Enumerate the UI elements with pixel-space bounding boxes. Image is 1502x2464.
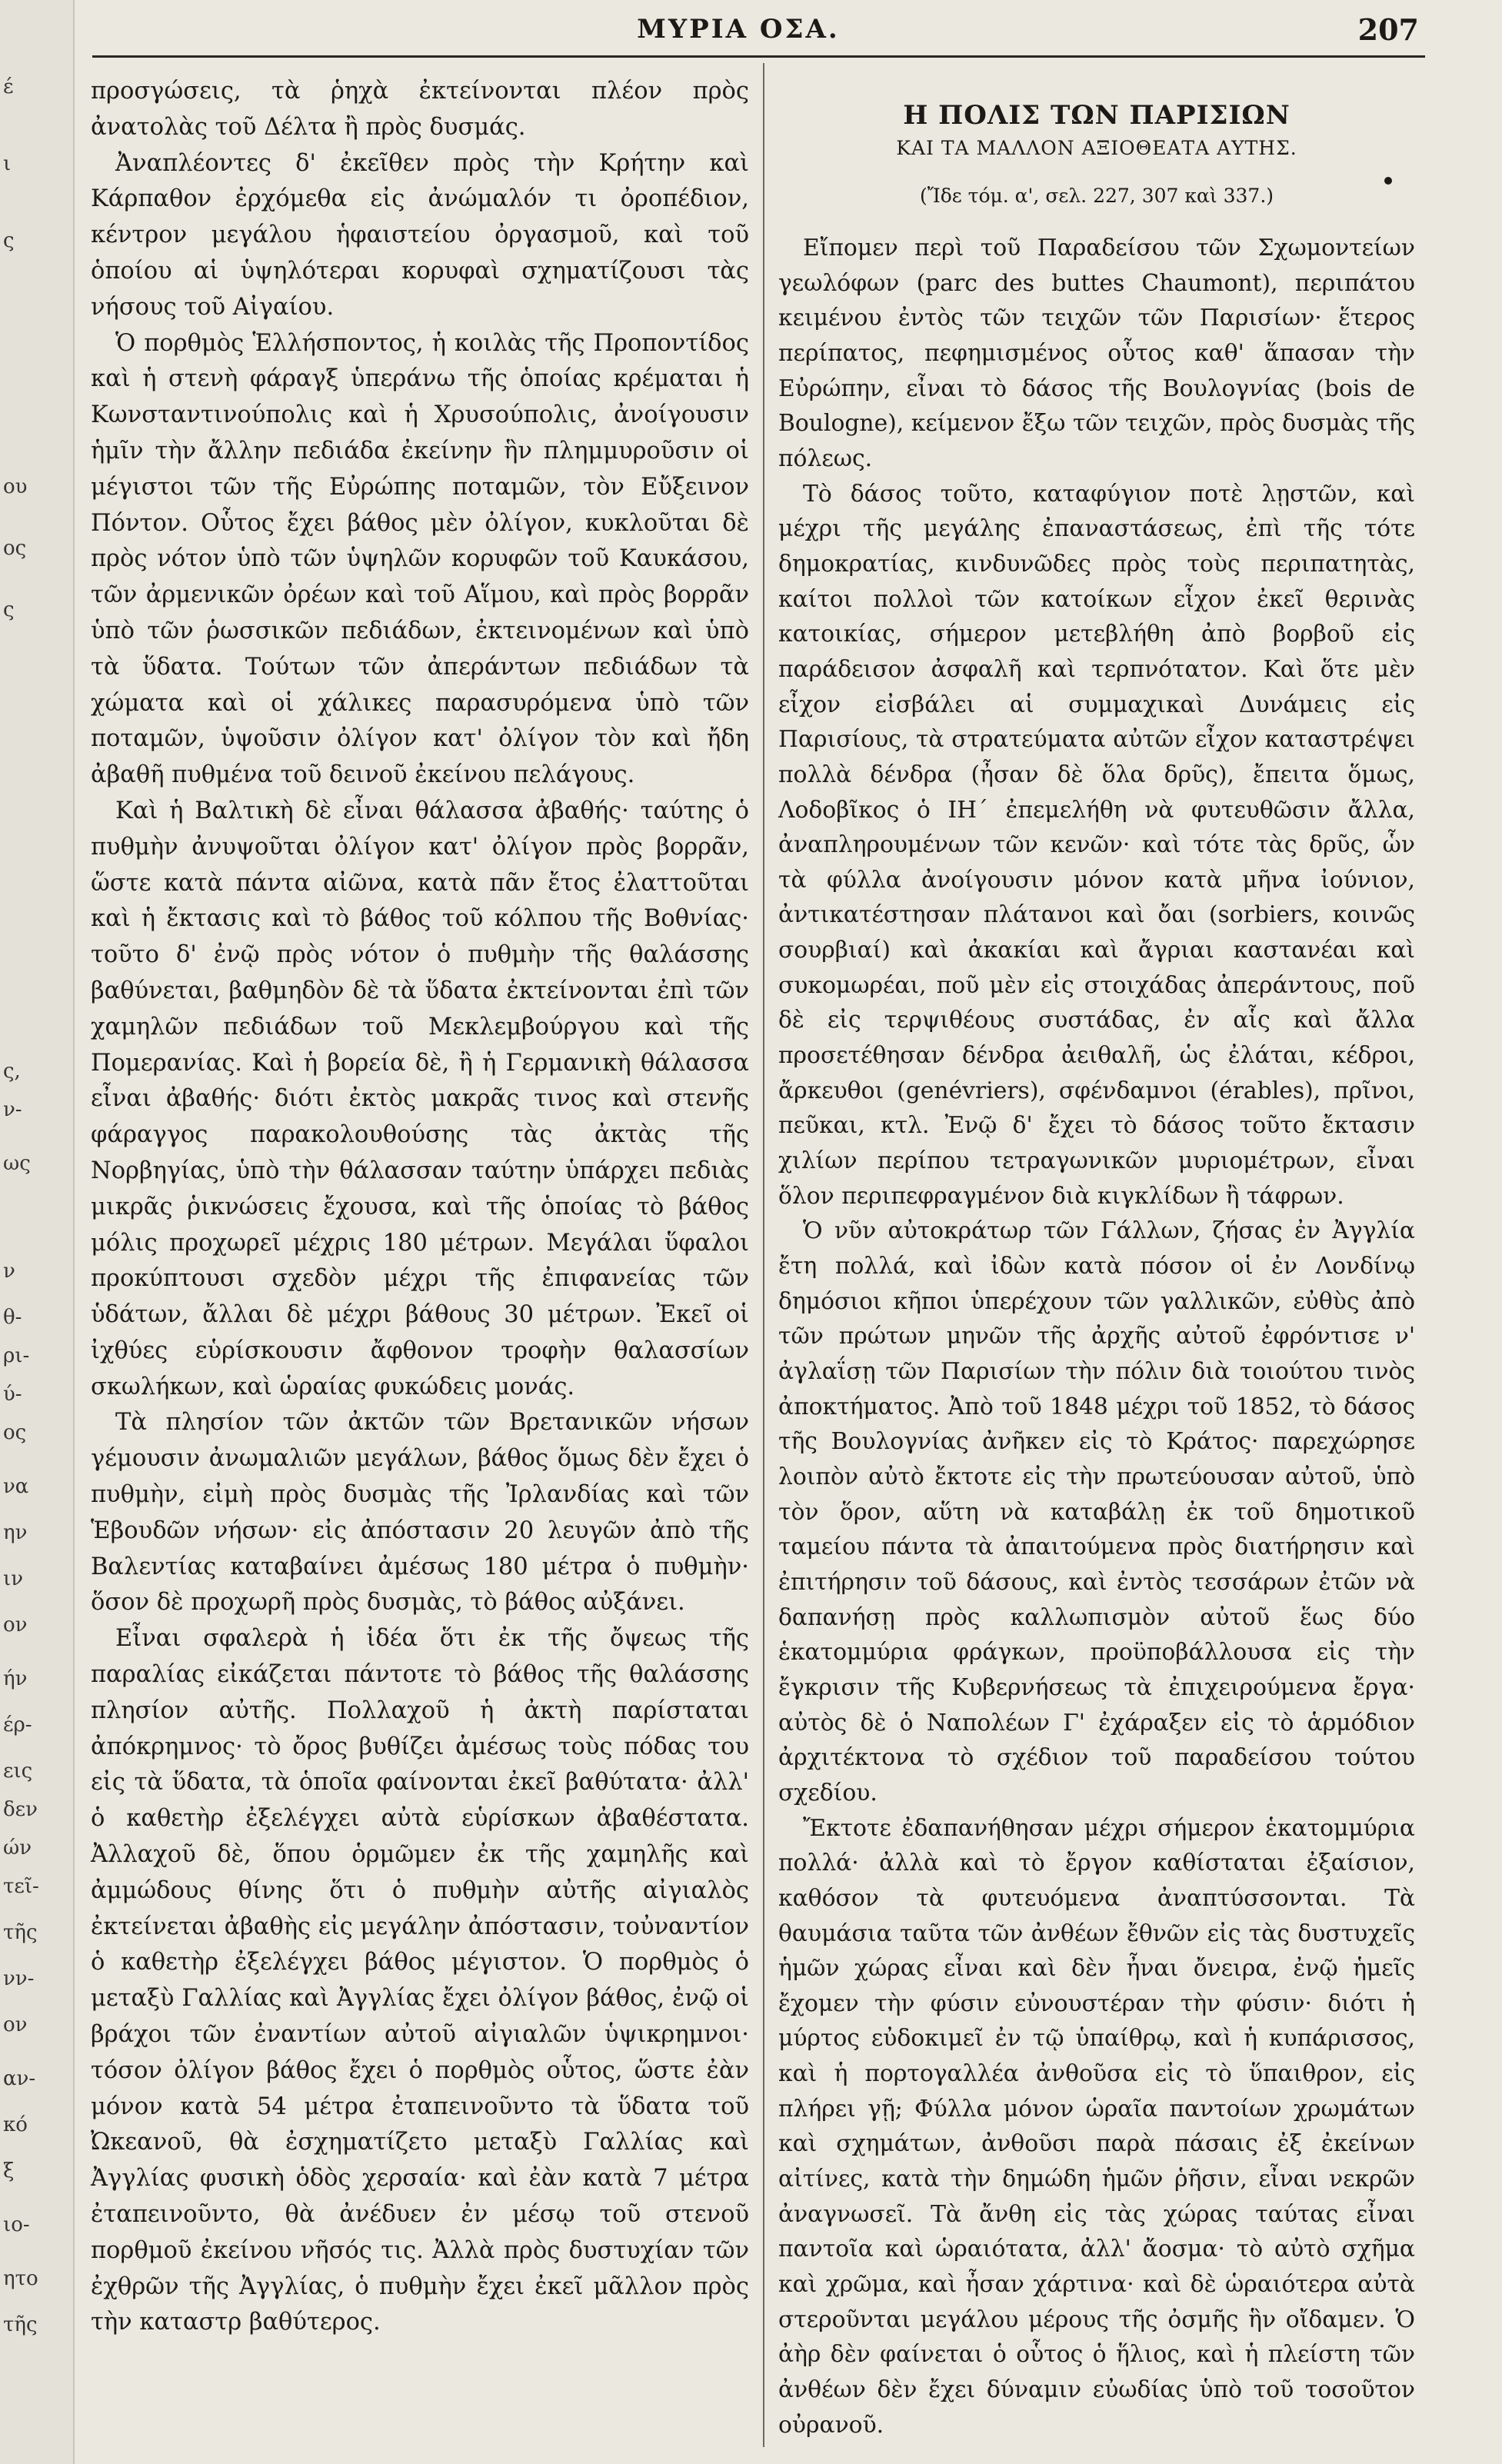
margin-fragment: ν-	[3, 1098, 22, 1121]
left-column	[91, 74, 749, 2341]
margin-fragment: τεῖ-	[3, 1875, 39, 1898]
margin-fragment: έρ-	[3, 1713, 32, 1736]
left-paragraph: προσγώσεις, τὰ ῥηχὰ ἐκτείνονται πλέον πρὸς ἀνατολὰς τοῦ Δέλτα ἢ πρὸς δυσμάς.	[91, 78, 749, 141]
left-paragraph: Ἀναπλέοντες δ' ἐκεῖθεν πρὸς τὴν Κρήτην καὶ Κάρπαθον ἐρχόμεθα εἰς ἀνώμαλόν τι ὀροπέδιον, κέντρον μεγάλου ἡφαιστείου ὀργασμοῦ, καὶ τοῦ ὁποίου αἱ ὑψηλότεραι κορυφαὶ σχηματίζουσι τὰς νήσους τοῦ Αἰγαίου.	[91, 149, 749, 321]
left-paragraph: Ὁ πορθμὸς Ἑλλήσποντος, ἡ κοιλὰς τῆς Προποντίδος καὶ ἡ στενὴ φάραγξ ὑπεράνω τῆς ὁποίας κρέμαται ἡ Κωνσταντινούπολις καὶ ἡ Χρυσούπολις, ἀνοίγουσιν ἡμῖν τὴν ἄλλην πεδιάδα ἐκείνην ἣν πλημμυροῦσιν οἱ μέγιστοι τῶν τῆς Εὐρώπης ποταμῶν, τὸν Εὔξεινον Πόντον. Οὗτος ἔχει βάθος μὲν ὀλίγον, κυκλοῦται δὲ πρὸς νότον ὑπὸ τῶν ὑψηλῶν κορυφῶν τοῦ Καυκάσου, τῶν ἀρμενικῶν ὀρέων καὶ τοῦ Αἵμου, καὶ πρὸς βορρᾶν ὑπὸ τῶν ῥωσσικῶν πεδιάδων, ἐκτεινομένων καὶ ὑπὸ τὰ ὕδατα. Τούτων τῶν ἀπεράντων πεδιάδων τὰ χώματα καὶ οἱ χάλικες παρασυρόμενα ὑπὸ τῶν ποταμῶν, ὑψοῦσιν ὀλίγον κατ' ὀλίγον τὸν καὶ ἤδη ἀβαθῆ πυθμένα τοῦ δεινοῦ ἐκείνου πελάγους.	[91, 329, 749, 789]
margin-fragment: τῆς	[3, 2313, 38, 2336]
margin-fragment: εις	[3, 1760, 33, 1783]
running-head: ΜΥΡΙΑ ΟΣΑ.	[637, 14, 840, 45]
left-paragraph: Τὰ πλησίον τῶν ἀκτῶν τῶν Βρετανικῶν νήσων γέμουσιν ἀνωμαλιῶν μεγάλων, βάθος ὅμως δὲν ἔχει ὁ πυθμὴν, εἰμὴ πρὸς δυσμὰς τῆς Ἰρλανδίας καὶ τῶν Ἑβουδῶν νήσων· εἰς ἀπόστασιν 20 λευγῶν ἀπὸ τῆς Βαλεντίας καταβαίνει ἀμέσως 180 μέτρα ὁ πυθμὴν· ὅσον δὲ προχωρῆ πρὸς δυσμὰς, τὸ βάθος αὐξάνει.	[91, 1409, 749, 1617]
margin-fragment: ν	[3, 1260, 15, 1283]
ink-dot	[1384, 177, 1392, 185]
margin-fragment: ιο-	[3, 2213, 30, 2236]
margin-fragment: ον	[3, 2013, 28, 2036]
margin-fragment: θ-	[3, 1306, 22, 1329]
margin-fragment: ου	[3, 475, 28, 498]
margin-fragment: τῆς	[3, 1921, 38, 1944]
margin-fragment: ρι-	[3, 1344, 30, 1367]
column-divider	[763, 63, 764, 2447]
header-rule	[92, 55, 1425, 58]
margin-fragment: ητο	[3, 2267, 38, 2290]
margin-fragment: ιν	[3, 1567, 23, 1590]
right-paragraph: Ἔκτοτε ἐδαπανήθησαν μέχρι σήμερον ἑκατομμύρια πολλά· ἀλλὰ καὶ τὸ ἔργον καθίσταται ἐξαίσιον, καθόσον τὰ φυτευόμενα ἀναπτύσσονται. Τὰ θαυμάσια ταῦτα τῶν ἀνθέων ἔθνῶν εἰς τὰς δυστυχεῖς ἡμῶν χώρας εἶναι καὶ δὲν ἦναι ὄνειρα, ἐνῷ ἡμεῖς ἔχομεν τὴν φύσιν εὐνουστέραν τὴν φύσιν· διότι ἡ μύρτος εὐδοκιμεῖ ἐν τῷ ὑπαίθρῳ, καὶ ἡ κυπάρισσος, καὶ ἡ πορτογαλλέα ἀνθοῦσα εἰς τὸ ὕπαιθρον, εἰς πλήρει γῇ; Φύλλα μόνον ὡραῖα παντοίων χρωμάτων καὶ σχημάτων, ἀνθοῦσι παρὰ πάσαις ἐξ ἐκείνων αἰτίνες, κατὰ τὴν δημώδη ἡμῶν ῥῆσιν, εἶναι νεκρῶν ἀναγνωσεῖ. Τὰ ἄνθη εἰς τὰς χώρας ταύτας εἶναι παντοῖα καὶ ὡραιότατα, ἀλλ' ἄοσμα· τὸ αὐτὸ σχῆμα καὶ χρῶμα, καὶ ἦσαν χάρτινα· καὶ δὲ ὡραιότερα αὐτὰ στεροῦνται μεγάλου μέρους τῆς ὀσμῆς ἣν οἴδαμεν. Ὁ ἀὴρ δὲν φαίνεται ὁ οὗτος ὁ ἥλιος, καὶ ἡ πλείστη τῶν ἀνθέων δὲν ἔχει δύναμιν εὐωδίας ὑπὸ τοῦ τοσοῦτον οὐρανοῦ.	[778, 1814, 1415, 2439]
margin-fragment: ύ-	[3, 1383, 22, 1406]
margin-fragment: ήν	[3, 1667, 28, 1690]
article-reference: (Ἴδε τόμ. α', σελ. 227, 307 καὶ 337.)	[919, 185, 1274, 207]
margin-fragment: ος	[3, 537, 27, 560]
left-paragraph: Καὶ ἡ Βαλτικὴ δὲ εἶναι θάλασσα ἀβαθής· ταύτης ὁ πυθμὴν ἀνυψοῦται ὀλίγον κατ' ὀλίγον πρὸς βορρᾶν, ὥστε κατὰ πάντα αἰῶνα, κατὰ πᾶν ἔτος ἐλαττοῦται καὶ ἡ ἔκτασις καὶ τὸ βάθος τοῦ κόλπου τῆς Βοθνίας· τοῦτο δ' ἐνῷ πρὸς νότον ὁ πυθμὴν τῆς θαλάσσης βαθύνεται, βαθμηδὸν δὲ τὰ ὕδατα ἐκτείνονται ἐπὶ τῶν χαμηλῶν πεδιάδων τοῦ Μεκλεμβούργου καὶ τῆς Πομερανίας. Καὶ ἡ βορεία δὲ, ἢ ἡ Γερμανικὴ θάλασσα εἶναι ἀβαθής· διότι ἐκτὸς μακρᾶς τινος καὶ στενῆς φάραγγος παρακολουθούσης τὰς ἀκτὰς τῆς Νορβηγίας, ὑπὸ τὴν θάλασσαν ταύτην ὑπάρχει πεδιὰς μικρᾶς ῥικνώσεις ἔχουσα, καὶ τῆς ὁποίας τὸ βάθος μόλις προχωρεῖ μέχρις 180 μέτρων. Μεγάλαι ὕφαλοι προκύπτουσι σχεδὸν μέχρι τῆς ἐπιφανείας τῶν ὑδάτων, ἄλλαι δὲ μέχρι βάθους 30 μέτρων. Ἐκεῖ οἱ ἰχθύες εὑρίσκουσιν ἄφθονον τροφὴν θαλασσίων σκωλήκων, καὶ ὡραίας φυκώδεις μονάς.	[91, 797, 749, 1400]
article-subtitle: ΚΑΙ ΤΑ ΜΑΛΛΟΝ ΑΞΙΟΘΕΑΤΑ ΑΥΤΗΣ.	[896, 137, 1297, 159]
margin-fragment: ξ	[3, 2159, 15, 2183]
margin-fragment: να	[3, 1475, 29, 1498]
page-number: 207	[1357, 12, 1419, 47]
right-column	[778, 231, 1415, 2442]
margin-fragment: κό	[3, 2113, 28, 2136]
margin-fragment: ως	[3, 1152, 31, 1175]
margin-fragment: ι	[3, 152, 12, 175]
margin-fragment: έ	[3, 75, 14, 98]
right-paragraph: Ὁ νῦν αὐτοκράτωρ τῶν Γάλλων, ζήσας ἐν Ἀγγλία ἔτη πολλά, καὶ ἰδὼν κατὰ πόσον οἱ ἐν Λονδίνῳ δημόσιοι κῆποι ὑπερέχουν τῶν γαλλικῶν, εὐθὺς ἀπὸ τῶν πρώτων μηνῶν τῆς ἀρχῆς αὐτοῦ ἐφρόντισε ν' ἀγλαΐσῃ τῶν Παρισίων τὴν πόλιν διὰ τοιούτου τινὸς ἀποκτήματος. Ἀπὸ τοῦ 1848 μέχρι τοῦ 1852, τὸ δάσος τῆς Βουλογνίας ἀνῆκεν εἰς τὸ Κράτος· παρεχώρησε λοιπὸν αὐτὸ ἔκτοτε εἰς τὴν πρωτεύουσαν αὐτοῦ, ὑπὸ τὸν ὅρον, αὕτη νὰ καταβάλῃ ἐκ τοῦ δημοτικοῦ ταμείου πάντα τὰ ἀπαιτούμενα πρὸς διατήρησιν καὶ ἐπιτήρησιν τοῦ δάσους, καὶ ἐντὸς τεσσάρων ἐτῶν νὰ δαπανήσῃ πρὸς καλλωπισμὸν αὐτοῦ ἕως δύο ἑκατομμύρια φράγκων, προϋποβάλλουσα εἰς τὴν ἔγκρισιν τῆς Κυβερνήσεως τὰ ἐπιχειρούμενα ἔργα· αὐτὸς δὲ ὁ Ναπολέων Γ' ἐχάραξεν εἰς τὸ ἁρμόδιον ἀρχιτέκτονα τὸ σχέδιον τοῦ παραδείσου τούτου σχεδίου.	[778, 1217, 1415, 1806]
margin-fragment: ς,	[3, 1060, 21, 1083]
margin-fragment: ον	[3, 1613, 28, 1637]
margin-fragment: ών	[3, 1836, 32, 1860]
right-paragraph: Τὸ δάσος τοῦτο, καταφύγιον ποτὲ λῃστῶν, καὶ μέχρι τῆς μεγάλης ἐπαναστάσεως, ἐπὶ τῆς τότε δημοκρατίας, κινδυνῶδες πρὸς τοὺς περιπατητὰς, καίτοι πολλοὶ τῶν κατοίκων εἶχον ἐκεῖ θερινὰς κατοικίας, σήμερον μετεβλήθη ἀπὸ βορβοῦ εἰς παράδεισον ἀσφαλῆ καὶ τερπνότατον. Καὶ ὅτε μὲν εἶχον εἰσβάλει αἱ συμμαχικαὶ Δυνάμεις εἰς Παρισίους, τὰ στρατεύματα αὐτῶν εἶχον καταστρέψει πολλὰ δένδρα (ἦσαν δὲ ὅλα δρῦς), ἔπειτα ὅμως, Λοδοβῖκος ὁ ΙΗ΄ ἐπεμελήθη νὰ φυτευθῶσιν ἄλλα, ἀναπληρουμένων τῶν κενῶν· καὶ τότε τὰς δρῦς, ὧν τὰ φύλλα ἀνοίγουσιν μόνον κατὰ μῆνα ἰούνιον, ἀντικατέστησαν πλάτανοι καὶ ὄαι (sorbiers, κοινῶς σουρβιαί) καὶ ἀκακίαι καὶ ἄγριαι καστανέαι καὶ συκομωρέαι, ποῦ μὲν εἰς στοιχάδας ἀπεράντους, ποῦ δὲ εἰς τερψιθέους συστάδας, ἐν αἷς καὶ ἄλλα προσετέθησαν δένδρα ἀειθαλῆ, ὡς ἐλάται, κέδροι, ἄρκευθοι (genévriers), σφένδαμνοι (érables), πρῖνοι, πεῦκαι, κτλ. Ἐνῷ δ' ἔχει τὸ δάσος τοῦτο ἔκτασιν χιλίων περίπου τετραγωνικῶν μυριομέτρων, εἶναι ὅλον περιπεφραγμένον διὰ κιγκλίδων ἢ τάφρων.	[778, 480, 1415, 1210]
margin-fragment: ς	[3, 229, 15, 252]
margin-fragment: αν-	[3, 2067, 36, 2090]
article-title: Η ΠΟΛΙΣ ΤΩΝ ΠΑΡΙΣΙΩΝ	[903, 100, 1291, 131]
margin-fragment: ς	[3, 598, 15, 621]
right-paragraph: Εἴπομεν περὶ τοῦ Παραδείσου τῶν Σχωμοντείων γεωλόφων (parc des buttes Chaumont), περιπάτου κειμένου ἐντὸς τῶν τειχῶν τῶν Παρισίων· ἕτερος περίπατος, πεφημισμένος οὗτος καθ' ἅπασαν τὴν Εὐρώπην, εἶναι τὸ δάσος τῆς Βουλογνίας (bois de Boulogne), κείμενον ἔξω τῶν τειχῶν, πρὸς δυσμὰς τῆς πόλεως.	[778, 235, 1415, 472]
left-paragraph: Εἶναι σφαλερὰ ἡ ἰδέα ὅτι ἐκ τῆς ὄψεως τῆς παραλίας εἰκάζεται πάντοτε τὸ βάθος τῆς θαλάσσης πλησίον αὐτῆς. Πολλαχοῦ ἡ ἀκτὴ παρίσταται ἀπόκρημνος· τὸ ὄρος βυθίζει ἀμέσως τοὺς πόδας του εἰς τὰ ὕδατα, τὰ ὁποῖα φαίνονται ἐκεῖ βαθύτατα· ἀλλ' ὁ καθετὴρ ἐξελέγχει αὐτὰ εὑρίσκων ἀβαθέστατα. Ἀλλαχοῦ δὲ, ὅπου ὁρμῶμεν ἐκ τῆς χαμηλῆς καὶ ἀμμώδους θίνης ὅτι ὁ πυθμὴν αὐτῆς αἰγιαλὸς ἐκτείνεται ἀβαθὴς εἰς μεγάλην ἀπόστασιν, τοὐναντίον ὁ καθετὴρ ἐξελέγχει βάθος μέγιστον. Ὁ πορθμὸς ὁ μεταξὺ Γαλλίας καὶ Ἀγγλίας ἔχει ὀλίγον βάθος, ἐνῷ οἱ βράχοι τῶν ἐναντίων αὐτοῦ αἰγιαλῶν ὑψικρημνοι· τόσον ὀλίγον βάθος ἔχει ὁ πορθμὸς οὗτος, ὥστε ἐὰν μόνον κατὰ 54 μέτρα ἐταπεινοῦντο τὰ ὕδατα τοῦ Ὠκεανοῦ, θὰ ἐσχηματίζετο μεταξὺ Γαλλίας καὶ Ἀγγλίας φυσικὴ ὁδὸς χερσαία· καὶ ἐὰν κατὰ 7 μέτρα ἐταπεινοῦντο, θὰ ἀνέδυεν ἐν μέσῳ τοῦ στενοῦ πορθμοῦ ἐκείνου νῆσός τις. Ἀλλὰ πρὸς δυστυχίαν τῶν ἐχθρῶν τῆς Ἀγγλίας, ὁ πυθμὴν ἔχει ἐκεῖ μᾶλλον πρὸς τὴν καταστρ βαθύτερος.	[91, 1625, 749, 2336]
margin-fragment: ην	[3, 1521, 28, 1544]
margin-fragment: νν-	[3, 1967, 35, 1990]
margin-fragment: δεν	[3, 1798, 38, 1821]
previous-page-edge	[0, 0, 75, 2464]
margin-fragment: ος	[3, 1421, 27, 1444]
